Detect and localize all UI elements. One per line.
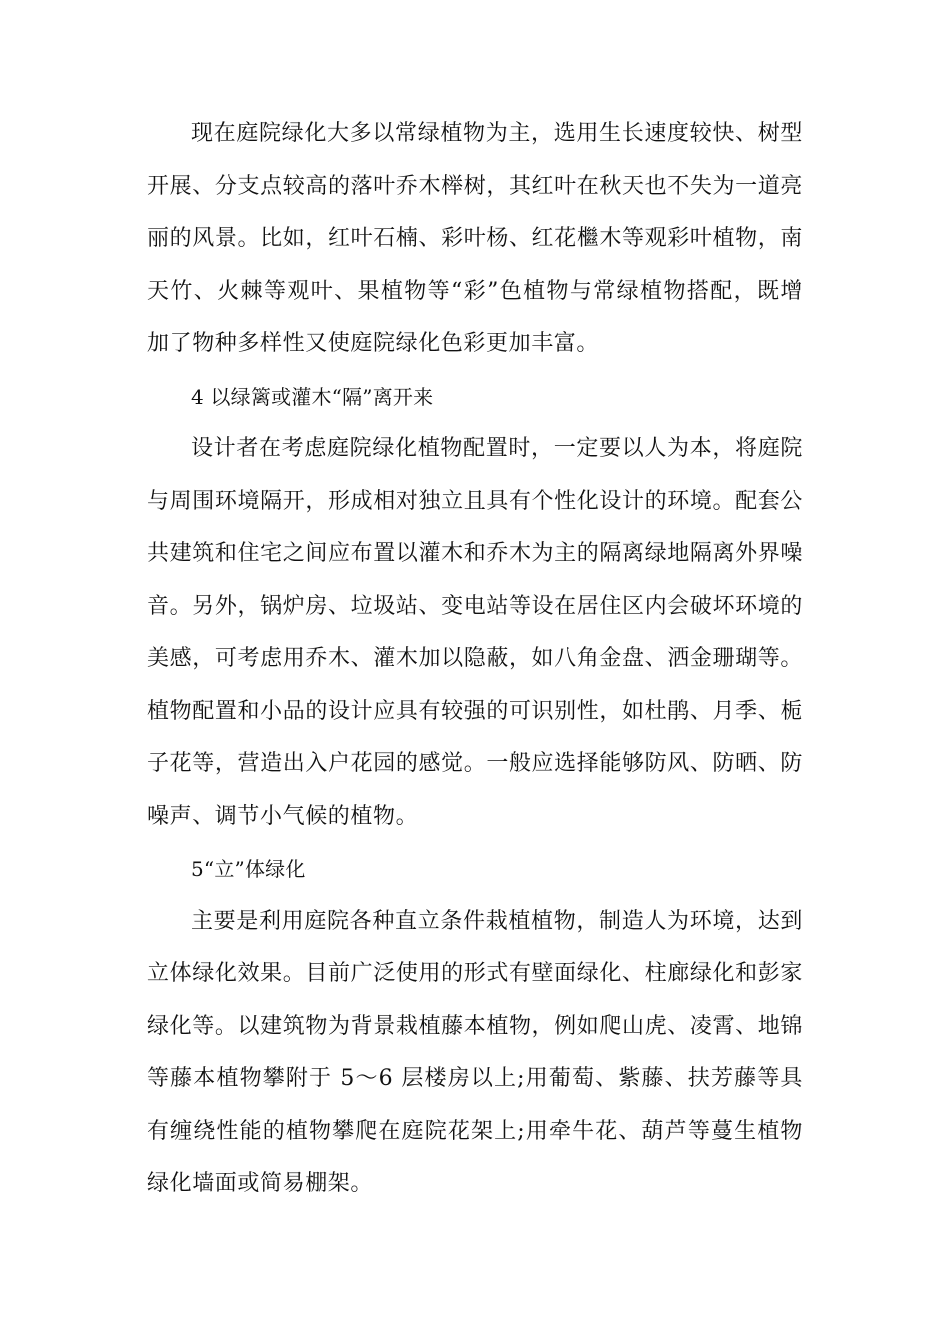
- document-page: [147, 108, 803, 1211]
- paragraph-hedge-isolation: 设计者在考虑庭院绿化植物配置时，一定要以人为本，将庭院与周围环境隔开，形成相对独立且具有个性化设计的环境。配套公共建筑和住宅之间应布置以灌木和乔木为主的隔离绿地隔离外界噪音。另外，锅炉房、垃圾站、变电站等设在居住区内会破坏环境的美感，可考虑用乔木、灌木加以隐蔽，如八角金盘、洒金珊瑚等。植物配置和小品的设计应具有较强的可识别性，如杜鹃、月季、栀子花等，营造出入户花园的感觉。一般应选择能够防风、防晒、防噪声、调节小气候的植物。: [147, 436, 803, 829]
- section-heading-5: 5“立”体绿化: [191, 857, 306, 881]
- paragraph-color-plants: 现在庭院绿化大多以常绿植物为主，选用生长速度较快、树型开展、分支点较高的落叶乔木榉树，其红叶在秋天也不失为一道亮丽的风景。比如，红叶石楠、彩叶杨、红花檵木等观彩叶植物，南天竹、火棘等观叶、果植物等“彩”色植物与常绿植物搭配，既增加了物种多样性又使庭院绿化色彩更加丰富。: [147, 121, 803, 356]
- section-heading-4: 4 以绿篱或灌木“隔”离开来: [191, 384, 434, 409]
- paragraph-vertical-greening: 主要是利用庭院各种直立条件栽植植物，制造人为环境，达到立体绿化效果。目前广泛使用的形式有壁面绿化、柱廊绿化和彭家绿化等。以建筑物为背景栽植藤本植物，例如爬山虎、凌霄、地锦等藤本植物攀附于 5～6 层楼房以上;用葡萄、紫藤、扶芳藤等具有缠绕性能的植物攀爬在庭院花架上;用牵牛花、葫芦等蔓生植物绿化墙面或简易棚架。: [147, 908, 803, 1196]
